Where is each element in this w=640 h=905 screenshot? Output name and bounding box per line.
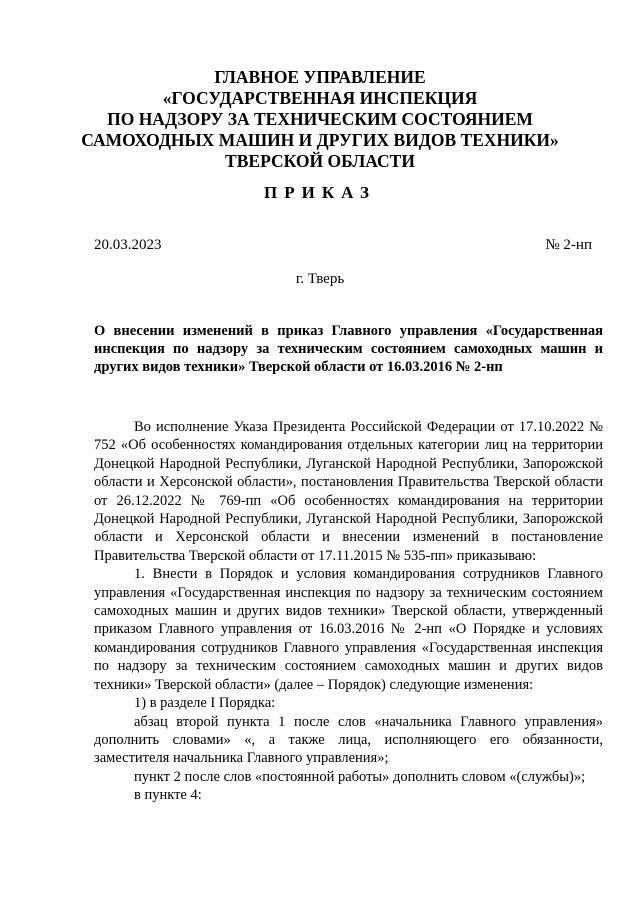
header-line-2: «ГОСУДАРСТВЕННАЯ ИНСПЕКЦИЯ: [162, 88, 478, 108]
document-body: [94, 418, 603, 805]
body-paragraph-4: абзац второй пункта 1 после слов «начальника Главного управления» дополнить словами» «, а также лица, исполняющего его обязанности, заместителя начальника Главного управления»;: [94, 713, 603, 767]
header-line-5: ТВЕРСКОЙ ОБЛАСТИ: [225, 151, 415, 171]
document-date: 20.03.2023: [94, 237, 162, 253]
order-title: ПРИКАЗ: [264, 183, 376, 202]
body-paragraph-2: 1. Внести в Порядок и условия командирования сотрудников Главного управления «Государственная инспекция по надзору за техническим состоянием самоходных машин и других видов техники» Тверской области, утвержденный приказом Главного управления от 16.03.2016 № 2-нп «О Порядке и условиях командирования сотрудников Главного управления «Государственная инспекция по надзору за техническим состоянием самоходных машин и других видов техники» Тверской области» (далее – Порядок) следующие изменения:: [94, 566, 603, 693]
body-paragraph-1: Во исполнение Указа Президента Российской Федерации от 17.10.2022 № 752 «Об особенностях командирования отдельных категории лиц на территории Донецкой Народной Республики, Луганской Народной Республики, Запорожской области и Херсонской области», постановления Правительства Тверской области от 26.12.2022 № 769-пп «Об особенностях командирования на территории Донецкой Народной Республики, Луганской Народной Республики, Запорожской области и Херсонской области и внесении изменений в постановление Правительства Тверской области от 17.11.2015 № 535-пп» приказываю:: [94, 419, 603, 564]
body-paragraph-5: пункт 2 после слов «постоянной работы» дополнить словом «(службы)»;: [134, 768, 586, 785]
header-line-4: САМОХОДНЫХ МАШИН И ДРУГИХ ВИДОВ ТЕХНИКИ»: [81, 130, 559, 150]
document-subject: О внесении изменений в приказ Главного управления «Государственная инспекция по надзору за техническим состоянием самоходных машин и других видов техники» Тверской области от 16.03.2016 № 2-нп: [94, 323, 603, 375]
header-line-3: ПО НАДЗОРУ ЗА ТЕХНИЧЕСКИМ СОСТОЯНИЕМ: [107, 109, 533, 129]
document-city: г. Тверь: [295, 271, 345, 287]
body-paragraph-6: в пункте 4:: [134, 787, 202, 804]
document-number: № 2-нп: [545, 237, 592, 253]
body-paragraph-3: 1) в разделе I Порядка:: [134, 695, 276, 712]
header-line-1: ГЛАВНОЕ УПРАВЛЕНИЕ: [214, 67, 426, 87]
